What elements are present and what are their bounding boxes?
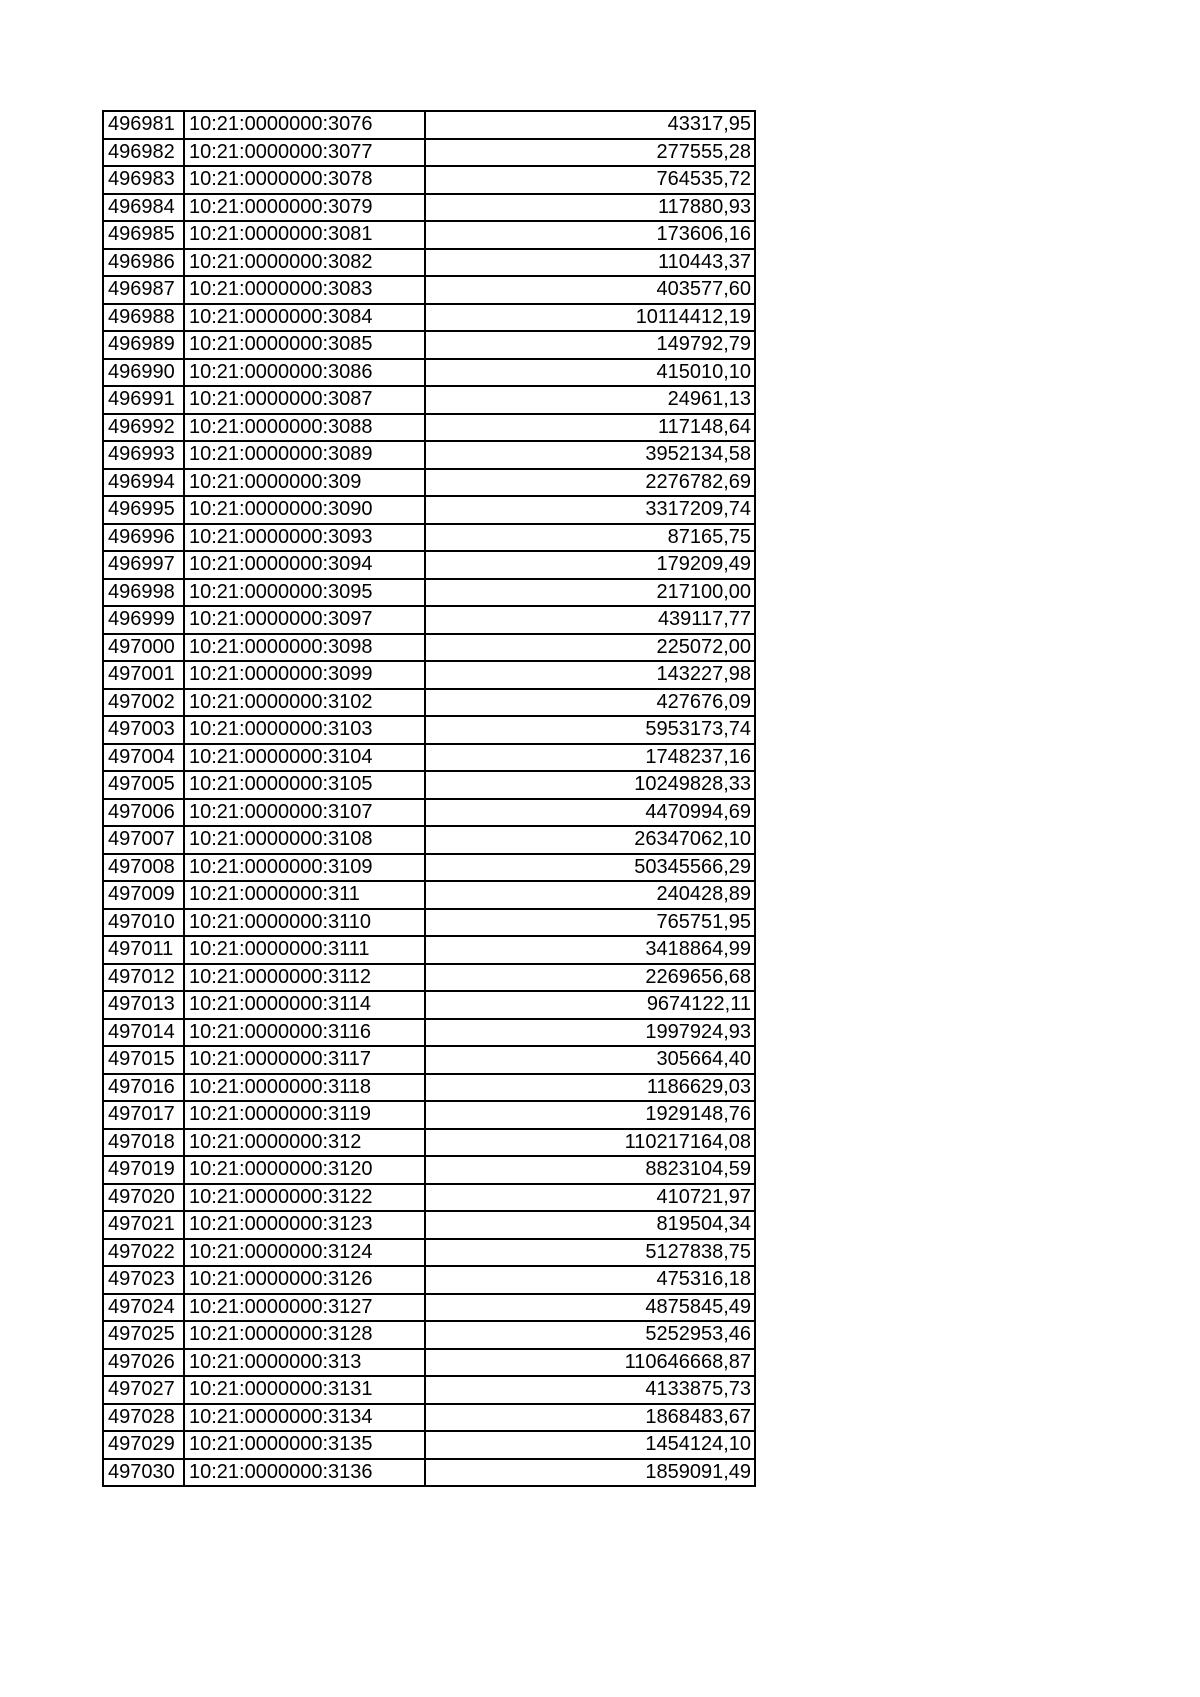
row-number-cell: 497024 <box>103 1294 184 1322</box>
row-number-cell: 497017 <box>103 1101 184 1129</box>
table-row <box>103 1046 755 1074</box>
cadastral-value-cell: 240428,89 <box>425 881 755 909</box>
cadastral-value-cell: 1868483,67 <box>425 1404 755 1432</box>
cadastral-number-cell: 10:21:0000000:3124 <box>184 1239 425 1267</box>
table-row <box>103 964 755 992</box>
cadastral-number-cell: 10:21:0000000:3135 <box>184 1431 425 1459</box>
cadastral-number-cell: 10:21:0000000:3095 <box>184 579 425 607</box>
cadastral-number-cell: 10:21:0000000:3099 <box>184 661 425 689</box>
cadastral-value-cell: 173606,16 <box>425 221 755 249</box>
row-number-cell: 497018 <box>103 1129 184 1157</box>
cadastral-value-cell: 1997924,93 <box>425 1019 755 1047</box>
row-number-cell: 497019 <box>103 1156 184 1184</box>
table-row <box>103 854 755 882</box>
cadastral-value-cell: 4875845,49 <box>425 1294 755 1322</box>
table-row <box>103 771 755 799</box>
cadastral-number-cell: 10:21:0000000:3103 <box>184 716 425 744</box>
row-number-cell: 497021 <box>103 1211 184 1239</box>
cadastral-number-cell: 10:21:0000000:3123 <box>184 1211 425 1239</box>
row-number-cell: 497000 <box>103 634 184 662</box>
cadastral-number-cell: 10:21:0000000:3098 <box>184 634 425 662</box>
cadastral-value-cell: 475316,18 <box>425 1266 755 1294</box>
cadastral-number-cell: 10:21:0000000:3081 <box>184 221 425 249</box>
row-number-cell: 496988 <box>103 304 184 332</box>
cadastral-number-cell: 10:21:0000000:3107 <box>184 799 425 827</box>
row-number-cell: 497011 <box>103 936 184 964</box>
cadastral-number-cell: 10:21:0000000:3078 <box>184 166 425 194</box>
row-number-cell: 496994 <box>103 469 184 497</box>
cadastral-number-cell: 10:21:0000000:3077 <box>184 139 425 167</box>
cadastral-value-cell: 427676,09 <box>425 689 755 717</box>
cadastral-value-cell: 179209,49 <box>425 551 755 579</box>
table-row <box>103 689 755 717</box>
cadastral-number-cell: 10:21:0000000:3104 <box>184 744 425 772</box>
table-row <box>103 1376 755 1404</box>
cadastral-number-cell: 10:21:0000000:3097 <box>184 606 425 634</box>
cadastral-number-cell: 10:21:0000000:312 <box>184 1129 425 1157</box>
cadastral-value-cell: 2276782,69 <box>425 469 755 497</box>
table-row <box>103 936 755 964</box>
cadastral-value-cell: 117880,93 <box>425 194 755 222</box>
cadastral-number-cell: 10:21:0000000:3122 <box>184 1184 425 1212</box>
cadastral-value-cell: 9674122,11 <box>425 991 755 1019</box>
row-number-cell: 496995 <box>103 496 184 524</box>
row-number-cell: 497025 <box>103 1321 184 1349</box>
cadastral-value-cell: 3317209,74 <box>425 496 755 524</box>
cadastral-number-cell: 10:21:0000000:3093 <box>184 524 425 552</box>
row-number-cell: 497028 <box>103 1404 184 1432</box>
cadastral-value-cell: 87165,75 <box>425 524 755 552</box>
cadastral-value-cell: 4470994,69 <box>425 799 755 827</box>
table-row <box>103 1211 755 1239</box>
cadastral-value-cell: 3418864,99 <box>425 936 755 964</box>
cadastral-value-cell: 10249828,33 <box>425 771 755 799</box>
table-row <box>103 1266 755 1294</box>
table-row <box>103 634 755 662</box>
table-row <box>103 1404 755 1432</box>
cadastral-number-cell: 10:21:0000000:3117 <box>184 1046 425 1074</box>
cadastral-value-cell: 8823104,59 <box>425 1156 755 1184</box>
cadastral-number-cell: 10:21:0000000:311 <box>184 881 425 909</box>
table-row <box>103 1431 755 1459</box>
cadastral-value-cell: 1748237,16 <box>425 744 755 772</box>
row-number-cell: 497026 <box>103 1349 184 1377</box>
cadastral-value-cell: 5252953,46 <box>425 1321 755 1349</box>
cadastral-value-cell: 4133875,73 <box>425 1376 755 1404</box>
cadastral-number-cell: 10:21:0000000:3084 <box>184 304 425 332</box>
row-number-cell: 497015 <box>103 1046 184 1074</box>
cadastral-value-cell: 403577,60 <box>425 276 755 304</box>
cadastral-value-cell: 1859091,49 <box>425 1459 755 1487</box>
row-number-cell: 497001 <box>103 661 184 689</box>
table-row <box>103 1156 755 1184</box>
row-number-cell: 497014 <box>103 1019 184 1047</box>
row-number-cell: 496992 <box>103 414 184 442</box>
cadastral-value-cell: 1454124,10 <box>425 1431 755 1459</box>
cadastral-number-cell: 10:21:0000000:3108 <box>184 826 425 854</box>
table-row <box>103 1239 755 1267</box>
table-row <box>103 386 755 414</box>
cadastral-number-cell: 10:21:0000000:3083 <box>184 276 425 304</box>
cadastral-value-cell: 764535,72 <box>425 166 755 194</box>
table-row <box>103 1294 755 1322</box>
row-number-cell: 496996 <box>103 524 184 552</box>
table-row <box>103 524 755 552</box>
table-row <box>103 221 755 249</box>
row-number-cell: 497002 <box>103 689 184 717</box>
table-row <box>103 194 755 222</box>
table-row <box>103 909 755 937</box>
cadastral-number-cell: 10:21:0000000:3111 <box>184 936 425 964</box>
row-number-cell: 497029 <box>103 1431 184 1459</box>
cadastral-number-cell: 10:21:0000000:3136 <box>184 1459 425 1487</box>
table-row <box>103 276 755 304</box>
row-number-cell: 496989 <box>103 331 184 359</box>
row-number-cell: 496999 <box>103 606 184 634</box>
cadastral-number-cell: 10:21:0000000:3079 <box>184 194 425 222</box>
cadastral-number-cell: 10:21:0000000:3127 <box>184 1294 425 1322</box>
cadastral-value-cell: 117148,64 <box>425 414 755 442</box>
cadastral-value-cell: 439117,77 <box>425 606 755 634</box>
cadastral-value-cell: 277555,28 <box>425 139 755 167</box>
cadastral-number-cell: 10:21:0000000:3112 <box>184 964 425 992</box>
row-number-cell: 497023 <box>103 1266 184 1294</box>
cadastral-value-cell: 24961,13 <box>425 386 755 414</box>
row-number-cell: 497007 <box>103 826 184 854</box>
cadastral-number-cell: 10:21:0000000:3126 <box>184 1266 425 1294</box>
cadastral-value-cell: 217100,00 <box>425 579 755 607</box>
cadastral-value-cell: 143227,98 <box>425 661 755 689</box>
cadastral-number-cell: 10:21:0000000:3087 <box>184 386 425 414</box>
table-row <box>103 606 755 634</box>
table-row <box>103 111 755 139</box>
row-number-cell: 496985 <box>103 221 184 249</box>
row-number-cell: 496991 <box>103 386 184 414</box>
cadastral-number-cell: 10:21:0000000:3134 <box>184 1404 425 1432</box>
cadastral-value-cell: 10114412,19 <box>425 304 755 332</box>
table-row <box>103 881 755 909</box>
cadastral-value-cell: 1929148,76 <box>425 1101 755 1129</box>
row-number-cell: 496998 <box>103 579 184 607</box>
cadastral-number-cell: 10:21:0000000:3131 <box>184 1376 425 1404</box>
cadastral-value-cell: 110443,37 <box>425 249 755 277</box>
table-row <box>103 166 755 194</box>
table-row <box>103 414 755 442</box>
cadastral-number-cell: 10:21:0000000:3109 <box>184 854 425 882</box>
cadastral-number-cell: 10:21:0000000:3120 <box>184 1156 425 1184</box>
cadastral-number-cell: 10:21:0000000:3110 <box>184 909 425 937</box>
row-number-cell: 497005 <box>103 771 184 799</box>
cadastral-number-cell: 10:21:0000000:3114 <box>184 991 425 1019</box>
cadastral-value-cell: 2269656,68 <box>425 964 755 992</box>
row-number-cell: 497009 <box>103 881 184 909</box>
cadastral-value-cell: 415010,10 <box>425 359 755 387</box>
table-row <box>103 139 755 167</box>
table-row <box>103 799 755 827</box>
cadastral-number-cell: 10:21:0000000:3128 <box>184 1321 425 1349</box>
cadastral-number-cell: 10:21:0000000:3118 <box>184 1074 425 1102</box>
table-row <box>103 1074 755 1102</box>
cadastral-number-cell: 10:21:0000000:313 <box>184 1349 425 1377</box>
cadastral-value-cell: 5953173,74 <box>425 716 755 744</box>
row-number-cell: 496990 <box>103 359 184 387</box>
row-number-cell: 496981 <box>103 111 184 139</box>
table-row <box>103 661 755 689</box>
table-row <box>103 469 755 497</box>
table-row <box>103 551 755 579</box>
cadastral-number-cell: 10:21:0000000:3089 <box>184 441 425 469</box>
table-row <box>103 826 755 854</box>
row-number-cell: 497027 <box>103 1376 184 1404</box>
table-row <box>103 496 755 524</box>
cadastral-value-cell: 43317,95 <box>425 111 755 139</box>
table-row <box>103 991 755 1019</box>
row-number-cell: 497006 <box>103 799 184 827</box>
cadastral-value-cell: 410721,97 <box>425 1184 755 1212</box>
cadastral-value-cell: 26347062,10 <box>425 826 755 854</box>
cadastral-value-cell: 305664,40 <box>425 1046 755 1074</box>
cadastral-value-cell: 110217164,08 <box>425 1129 755 1157</box>
cadastral-number-cell: 10:21:0000000:309 <box>184 469 425 497</box>
row-number-cell: 496983 <box>103 166 184 194</box>
table-row <box>103 1019 755 1047</box>
cadastral-value-cell: 225072,00 <box>425 634 755 662</box>
table-row <box>103 744 755 772</box>
cadastral-value-cell: 765751,95 <box>425 909 755 937</box>
row-number-cell: 496997 <box>103 551 184 579</box>
cadastral-number-cell: 10:21:0000000:3086 <box>184 359 425 387</box>
row-number-cell: 497012 <box>103 964 184 992</box>
table-row <box>103 579 755 607</box>
row-number-cell: 496982 <box>103 139 184 167</box>
cadastral-value-cell: 5127838,75 <box>425 1239 755 1267</box>
cadastral-number-cell: 10:21:0000000:3102 <box>184 689 425 717</box>
row-number-cell: 496984 <box>103 194 184 222</box>
cadastral-number-cell: 10:21:0000000:3094 <box>184 551 425 579</box>
table-body <box>103 111 755 1486</box>
cadastral-number-cell: 10:21:0000000:3085 <box>184 331 425 359</box>
row-number-cell: 497004 <box>103 744 184 772</box>
table-row <box>103 1101 755 1129</box>
row-number-cell: 496986 <box>103 249 184 277</box>
table-row <box>103 1129 755 1157</box>
row-number-cell: 497022 <box>103 1239 184 1267</box>
table-row <box>103 249 755 277</box>
row-number-cell: 497008 <box>103 854 184 882</box>
row-number-cell: 497010 <box>103 909 184 937</box>
table-row <box>103 359 755 387</box>
cadastral-number-cell: 10:21:0000000:3116 <box>184 1019 425 1047</box>
row-number-cell: 496993 <box>103 441 184 469</box>
table-row <box>103 1321 755 1349</box>
table-row <box>103 304 755 332</box>
table-row <box>103 716 755 744</box>
cadastral-value-table <box>102 110 756 1487</box>
row-number-cell: 497016 <box>103 1074 184 1102</box>
table-row <box>103 1459 755 1487</box>
row-number-cell: 497020 <box>103 1184 184 1212</box>
row-number-cell: 497013 <box>103 991 184 1019</box>
cadastral-number-cell: 10:21:0000000:3119 <box>184 1101 425 1129</box>
cadastral-number-cell: 10:21:0000000:3090 <box>184 496 425 524</box>
cadastral-number-cell: 10:21:0000000:3105 <box>184 771 425 799</box>
cadastral-number-cell: 10:21:0000000:3076 <box>184 111 425 139</box>
row-number-cell: 497030 <box>103 1459 184 1487</box>
row-number-cell: 496987 <box>103 276 184 304</box>
cadastral-number-cell: 10:21:0000000:3088 <box>184 414 425 442</box>
table-row <box>103 441 755 469</box>
cadastral-number-cell: 10:21:0000000:3082 <box>184 249 425 277</box>
table-row <box>103 1349 755 1377</box>
cadastral-value-cell: 819504,34 <box>425 1211 755 1239</box>
cadastral-value-cell: 3952134,58 <box>425 441 755 469</box>
cadastral-value-cell: 149792,79 <box>425 331 755 359</box>
table-row <box>103 331 755 359</box>
table-row <box>103 1184 755 1212</box>
row-number-cell: 497003 <box>103 716 184 744</box>
cadastral-value-cell: 50345566,29 <box>425 854 755 882</box>
cadastral-value-cell: 110646668,87 <box>425 1349 755 1377</box>
cadastral-value-cell: 1186629,03 <box>425 1074 755 1102</box>
